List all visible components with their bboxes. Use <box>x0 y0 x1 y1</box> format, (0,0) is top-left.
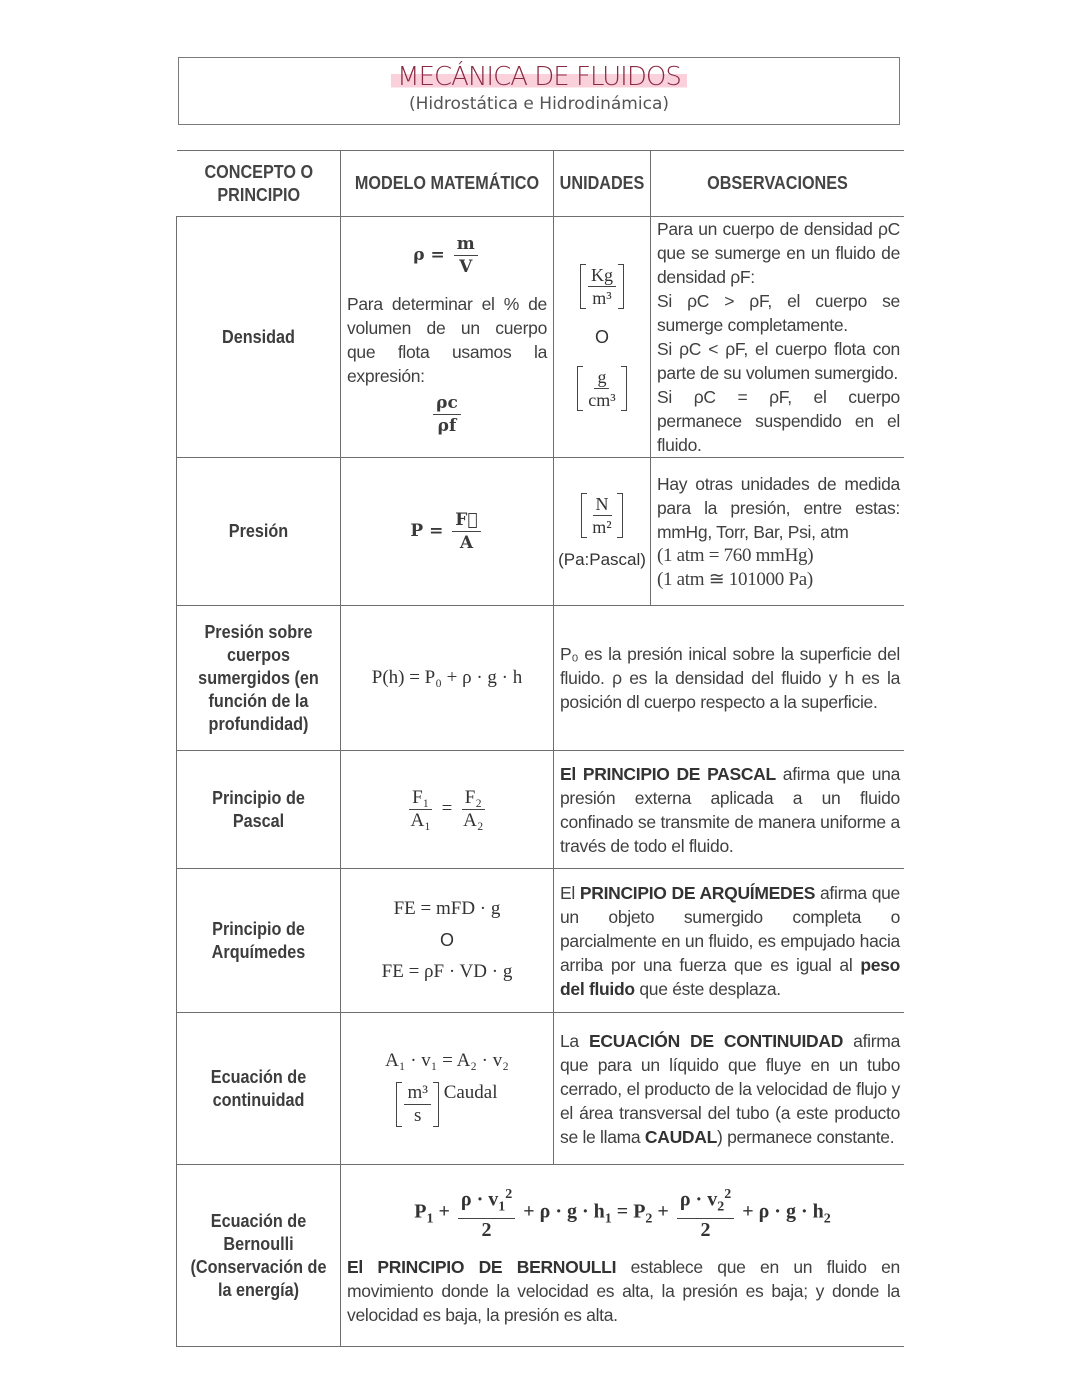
pressure-observations: Hay otras unidades de medida para la presión, entre estas: mmHg, Torr, Bar, Psi, atm (1 atm = 760 mmHg) (1 atm ≅ 101000 Pa) <box>657 473 900 590</box>
column-header-model: MODELO MATEMÁTICO <box>341 151 554 217</box>
density-model-text: Para determinar el % de volumen de un cuerpo que flota usamos la expresión: <box>347 294 547 386</box>
observations-cell: El PRINCIPIO DE ARQUÍMEDES afirma que un objeto sumergido completa o parcialmente en un fluido, es empujado hacia arriba por una fuerza que es igual al peso del fluido que éste desplaza. <box>554 869 905 1013</box>
bernoulli-formula: $P_1$ + $\frac{\rho \cdot v_1^2}{2}$ + $\rho \cdot g \cdot h_1 = P_2$ + $\frac{\rho \cdot v_2^2}{2}$ + $\rho \cdot g \cdot h_2$ <box>341 1184 904 1242</box>
concept-cell: Ecuación de continuidad <box>177 1013 341 1165</box>
concept-cell: Principio de Arquímedes <box>177 869 341 1013</box>
observations-cell <box>651 217 905 458</box>
fluids-table <box>176 150 904 1347</box>
units-cell <box>554 217 651 458</box>
page-subtitle: (Hidrostática e Hidrodinámica) <box>408 94 669 114</box>
table-row <box>177 458 905 606</box>
concept-cell: Presión <box>177 458 341 606</box>
pressure-units: $\frac{N}{\text{m²}}$ (Pa:Pascal) <box>558 494 646 569</box>
model-cell: P(h) = P₀ + ρ · g · h <box>341 606 554 751</box>
model-cell <box>341 458 554 606</box>
observations-cell: La ECUACIÓN DE CONTINUIDAD afirma que para un líquido que fluye en un tubo cerrado, el producto de la velocidad de flujo y el área transversal del tubo (a este producto se le llama CAUDAL) permanece constante. <box>554 1013 905 1165</box>
table-row <box>177 869 905 1013</box>
column-header-concept: CONCEPTO O PRINCIPIO <box>177 151 341 217</box>
model-cell <box>341 751 554 869</box>
table-row <box>177 606 905 751</box>
concept-cell: Presión sobre cuerpos sumergidos (en función de la profundidad) <box>177 606 341 751</box>
density-units: $\frac{Kg}{\text{m³}}$ O $\frac{g}{\text{cm³}}$ <box>554 264 650 411</box>
pascal-formula: $\frac{\text{F₁}}{\text{A₁}}$ = $\frac{\text{F₂}}{\text{A₂}}$ <box>410 787 484 831</box>
archimedes-formulas: FE = mFD · g O FE = ρF · VD · g <box>381 898 513 982</box>
title-box <box>178 57 900 125</box>
units-cell <box>554 458 651 606</box>
column-header-observations: OBSERVACIONES <box>651 151 905 217</box>
density-formula: ρ = $\frac{m}{V}$ <box>341 233 553 278</box>
density-ratio: $\frac{\rho c}{\rho f}$ <box>341 392 553 437</box>
column-header-units: UNIDADES <box>554 151 651 217</box>
model-and-observations-cell: $P_1$ + $\frac{\rho \cdot v_1^2}{2}$ + $\rho \cdot g \cdot h_1 = P_2$ + $\frac{\rho \cdot v_2^2}{2}$ + $\rho \cdot g \cdot h_2$ El PRINCIPIO DE BERNOULLI establece que en un fluido en movimiento donde la velocidad es alta, la presión es baja; y donde la velocidad es baja, la presión es alta. <box>341 1165 905 1347</box>
observations-cell: El PRINCIPIO DE PASCAL afirma que una presión externa aplicada a un fluido confinado se transmite de manera uniforme a través de todo el fluido. <box>554 751 905 869</box>
pressure-formula: P = $\frac{F⃗}{A}$ <box>341 509 553 554</box>
concept-cell: Ecuación de Bernoulli (Conservación de la energía) <box>177 1165 341 1347</box>
model-cell <box>341 1013 554 1165</box>
table-row <box>177 751 905 869</box>
observations-cell: P₀ es la presión inical sobre la superficie del fluido. ρ es la densidad del fluido y h es la posición dl cuerpo respecto a la superficie. <box>554 606 905 751</box>
table-row <box>177 1013 905 1165</box>
table-row <box>177 1165 905 1347</box>
model-cell <box>341 217 554 458</box>
model-cell <box>341 869 554 1013</box>
table-header-row <box>177 151 905 217</box>
concept-cell: Densidad <box>177 217 341 458</box>
page-title: MECÁNICA DE FLUIDOS <box>391 62 687 92</box>
concept-cell: Principio de Pascal <box>177 751 341 869</box>
observations-cell <box>651 458 905 606</box>
density-observations: Para un cuerpo de densidad ρC que se sumerge en un fluido de densidad ρF: Si ρC > ρF, el cuerpo se sumerge completamente. Si ρC < ρF, el cuerpo flota con parte de su volumen sumergido. Si ρC = ρF, el cuerpo permanece suspendido en el fluido. <box>657 219 900 455</box>
table-row <box>177 217 905 458</box>
continuity-formula: A₁ · v₁ = A₂ · v₂ $\frac{\text{m³}}{s}$ Caudal <box>385 1050 509 1126</box>
